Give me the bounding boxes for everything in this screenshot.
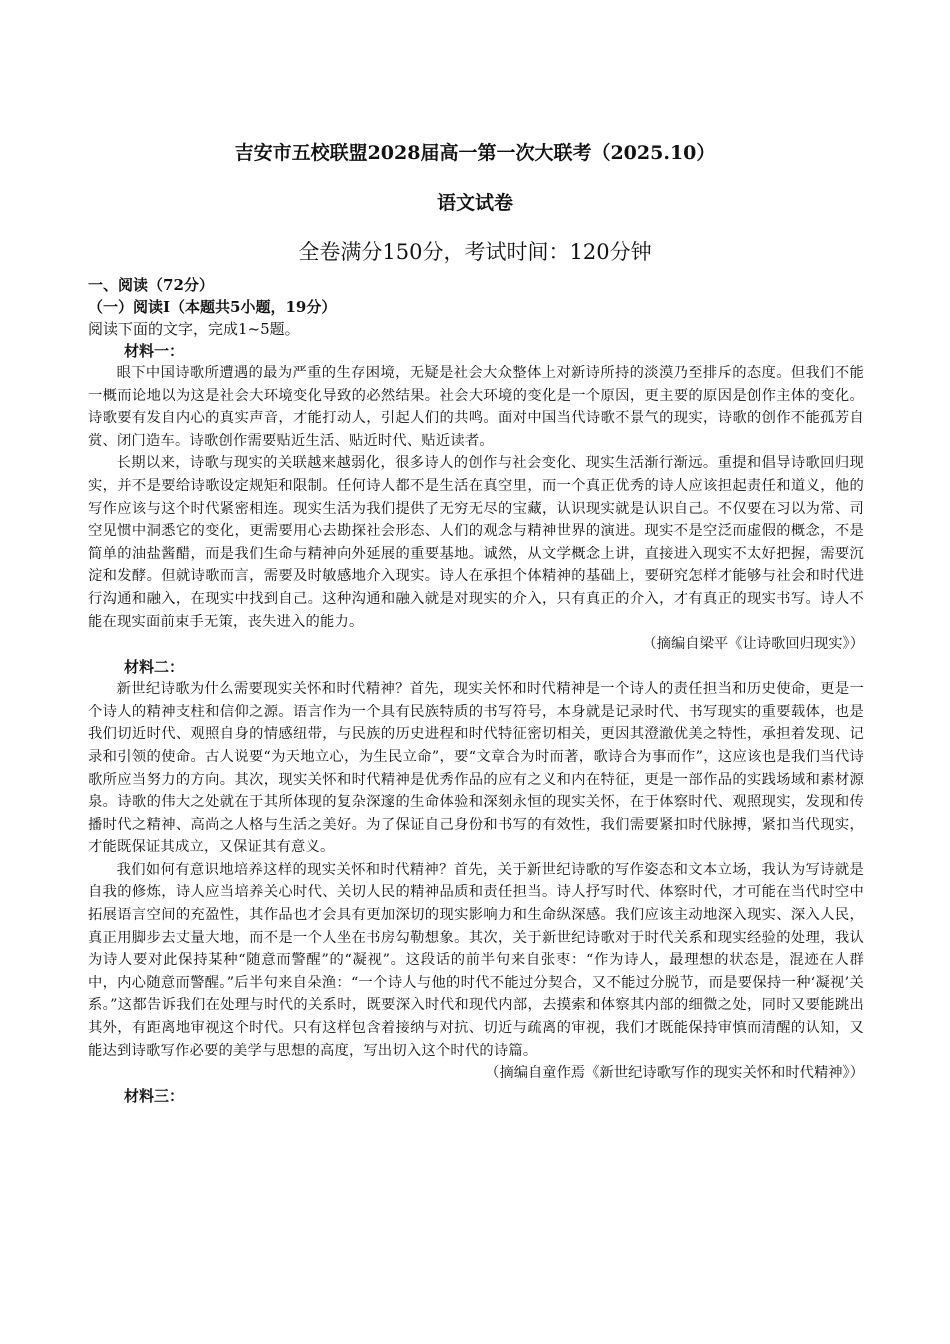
material-1-label: 材料一： xyxy=(124,342,185,360)
instruction-text: 阅读下面的文字，完成1~5题。 xyxy=(88,320,300,338)
reading-section xyxy=(88,274,864,1107)
material-3-label: 材料三： xyxy=(124,1087,185,1106)
material-2-paragraph: 我们如何有意识地培养这样的现实关怀和时代精神？首先，关于新世纪诗歌的写作姿态和文本立场，我认为写诗就是自我的修炼，诗人应当培养关心时代、关切人民的精神品质和责任担当。诗人抒写时代、体察时代，才可能在当代时空中拓展语言空间的充盈性，其作品也才会具有更加深切的现实影响力和生命纵深感。我们应该主动地深入现实、深入人民，真正用脚步去丈量大地，而不是一个人坐在书房勾勒想象。其次，关于新世纪诗歌对于时代关系和现实经验的处理，我认为诗人要对此保持某种“随意而警醒”的“凝视”。这段话的前半句来自张枣：“作为诗人，最理想的状态是，混迹在人群中，内心随意而警醒。”后半句来自朵渔：“一个诗人与他的时代不能过分契合，又不能过分脱节，而是要保持一种‘凝视’关系。”这都告诉我们在处理与时代的关系时，既要深入时代和现代内部，去摸索和体察其内部的细微之处，同时又要能跳出其外，有距离地审视这个时代。只有这样包含着接纳与对抗、切近与疏离的审视，我们才既能保持审慎而清醒的认知，又能达到诗歌写作必要的美学与思想的高度，写出切入这个时代的诗篇。 xyxy=(88,861,864,1059)
material-2-paragraph: 新世纪诗歌为什么需要现实关怀和时代精神？首先，现实关怀和时代精神是一个诗人的责任担当和历史使命，更是一个诗人的精神支柱和信仰之源。语言作为一个具有民族特质的书写符号，本身就是记录时代、书写现实的重要载体，也是我们切近时代、观照自身的情感纽带，与民族的历史进程和时代特征密切相关，更因其澄澈优美之特性，承担着发现、记录和引领的使命。古人说要“为天地立心，为生民立命”，要“文章合为时而著，歌诗合为事而作”，这应该也是我们当代诗歌所应当努力的方向。其次，现实关怀和时代精神是优秀作品的应有之义和内在特征，更是一部作品的实践场域和素材源泉。诗歌的伟大之处就在于其所体现的复杂深邃的生命体验和深刻永恒的现实关怀，在于体察时代、观照现实，发现和传播时代之精神、高尚之人格与生活之美好。为了保证自己身份和书写的有效性，我们需要紧扣时代脉搏，紧扣当代现实，才能既保证其成立，又保证其有意义。 xyxy=(88,681,864,856)
exam-info: 全卷满分150分，考试时间：120分钟 xyxy=(298,240,652,264)
material-1-paragraph: 眼下中国诗歌所遭遇的最为严重的生存困境，无疑是社会大众整体上对新诗所持的淡漠乃至排斥的态度。但我们不能一概而论地以为这是社会大环境变化导致的必然结果。社会大环境的变化是一个原因，更主要的原因是创作主体的变化。诗歌要有发自内心的真实声音，才能打动人，引起人们的共鸣。面对中国当代诗歌不景气的现实，诗歌的创作不能孤芳自赏、闭门造车。诗歌创作需要贴近生活、贴近时代、贴近读者。 xyxy=(88,365,864,449)
subject-title: 语文试卷 xyxy=(436,192,513,214)
sub-heading: （一）阅读Ⅰ（本题共5小题，19分） xyxy=(88,298,337,316)
material-2-source: （摘编自童作焉《新世纪诗歌写作的现实关怀和时代精神》） xyxy=(485,1065,864,1082)
material-2-label: 材料二： xyxy=(124,658,185,677)
part-heading: 一、阅读（72分） xyxy=(88,276,214,294)
material-1-source: （摘编自梁平《让诗歌回归现实》） xyxy=(642,636,864,653)
exam-title: 吉安市五校联盟2028届高一第一次大联考（2025.10） xyxy=(234,142,716,164)
material-1-paragraph: 长期以来，诗歌与现实的关联越来越弱化，很多诗人的创作与社会变化、现实生活渐行渐远。重提和倡导诗歌回归现实，并不是要给诗歌设定规矩和限制。任何诗人都不是生活在真空里，而一个真正优秀的诗人应该担起责任和道义，他的写作应该与这个时代紧密相连。现实生活为我们提供了无穷无尽的宝藏，认识现实就是认识自己。不仅要在习以为常、司空见惯中洞悉它的变化，更需要用心去勘探社会形态、人们的观念与精神世界的演进。现实不是空泛而虚假的概念，不是简单的油盐酱醋，而是我们生命与精神向外延展的重要基地。诚然，从文学概念上讲，直接进入现实不太好把握，需要沉淀和发酵。但就诗歌而言，需要及时敏感地介入现实。诗人在承担个体精神的基础上，要研究怎样才能够与社会和时代进行沟通和融入，在现实中找到自己。这种沟通和融入就是对现实的介入，只有真正的介入，才有真正的现实书写。诗人不能在现实面前束手无策，丧失进入的能力。 xyxy=(88,455,864,630)
